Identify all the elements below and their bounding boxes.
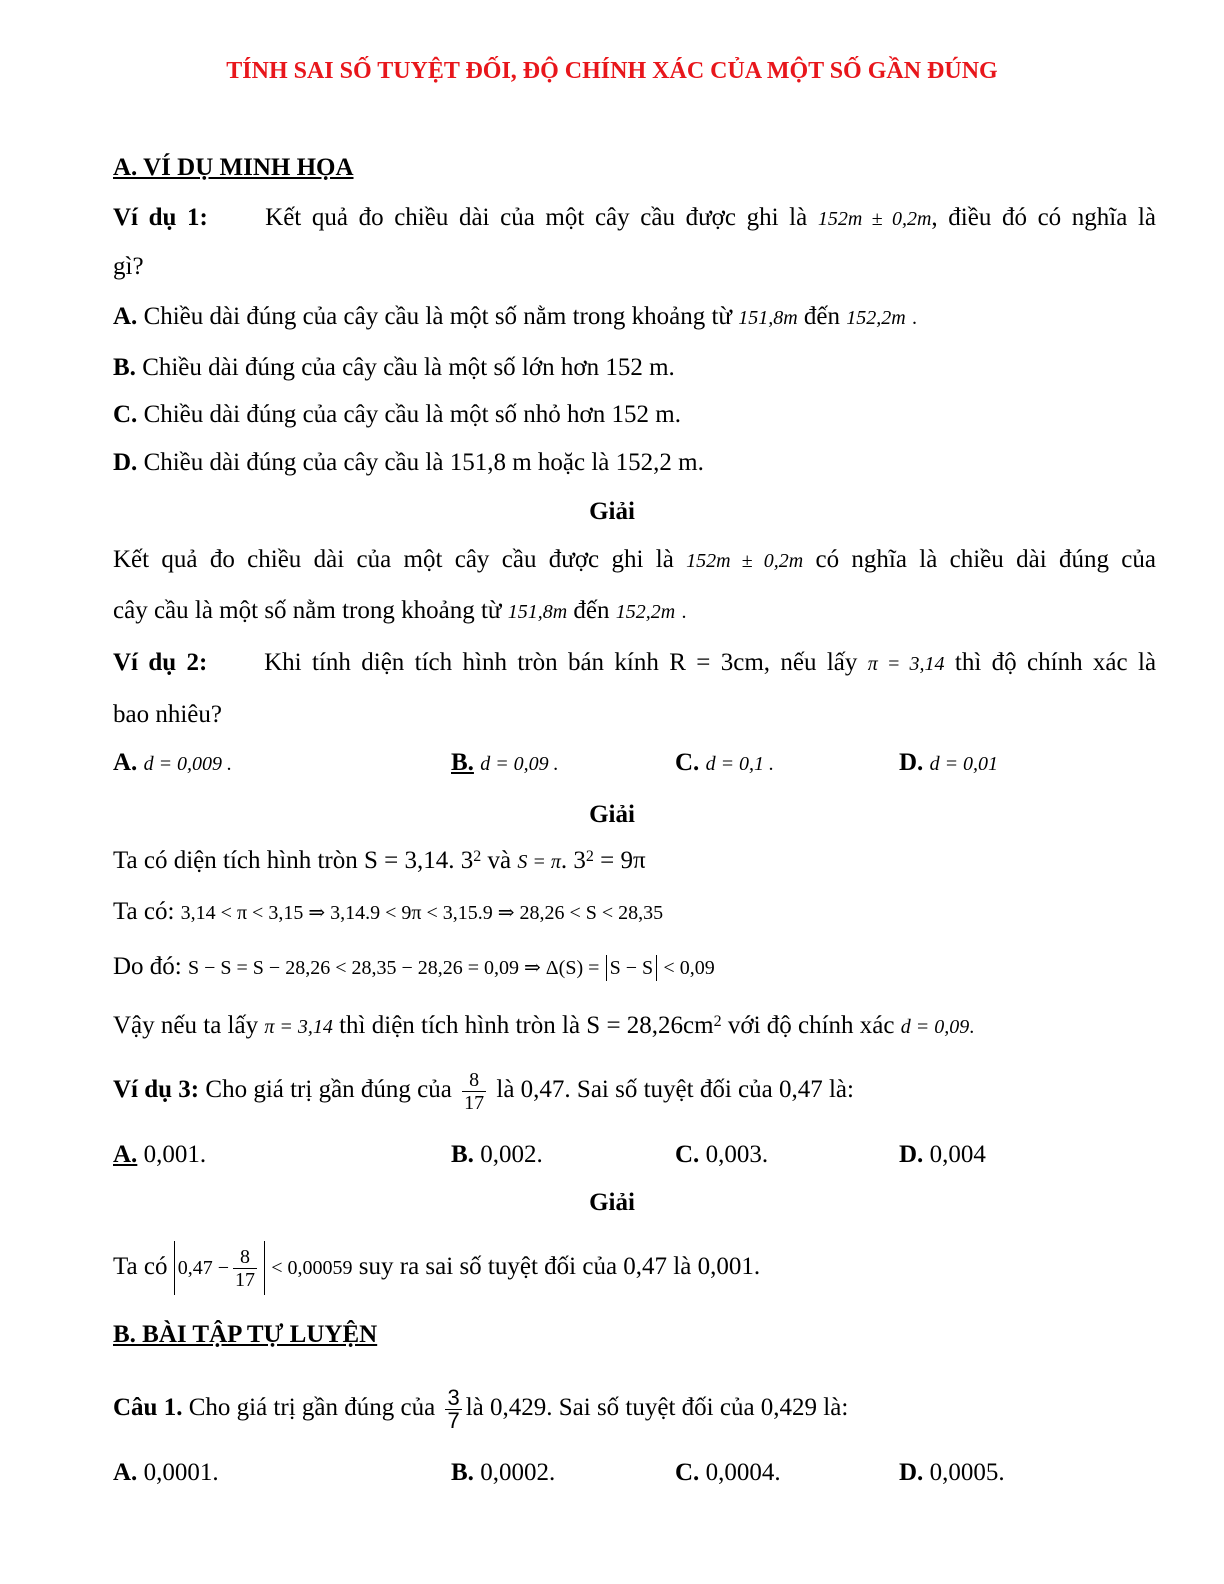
ex2-question-cont: bao nhiêu?	[113, 701, 222, 728]
q1-option-b: B. 0,0002.	[451, 1459, 556, 1486]
ex2-solution-line1: Ta có diện tích hình tròn S = 3,14. $3^2$ và S = π. $3^2 = 9\pi$	[113, 847, 646, 874]
ex1-option-b: B. Chiều dài đúng của cây cầu là một số lớn hơn 152 m.	[113, 354, 675, 381]
q1-label: Câu 1.	[113, 1394, 183, 1421]
ex1-solution-heading: Giải	[589, 498, 635, 525]
ex1-option-a: A. Chiều dài đúng của cây cầu là một số nằm trong khoảng từ 151,8m đến 152,2m .	[113, 303, 917, 330]
ex2-solution-line3: Do đó: S − S = S − 28,26 < 28,35 − 28,26 = 0,09 ⇒ Δ(S) = S − S < 0,09	[113, 953, 715, 980]
ex2-option-d: D. d = 0,01	[899, 749, 999, 776]
abs-value: S − S	[606, 955, 658, 981]
q1-option-c: C. 0,0004.	[675, 1459, 781, 1486]
ex1-solution-line1: Kết quả đo chiều dài của một cây cầu được ghi là 152m ± 0,2m có nghĩa là chiều dài đúng của	[113, 546, 1156, 573]
ex1-option-d: D. Chiều dài đúng của cây cầu là 151,8 m hoặc là 152,2 m.	[113, 449, 704, 476]
fraction: $\frac{8}{17}$	[464, 1068, 485, 1114]
ex1-solution-line2: cây cầu là một số nằm trong khoảng từ 151,8m đến 152,2m .	[113, 597, 687, 624]
ex1-question: Ví dụ 1: Kết quả đo chiều dài của một cây cầu được ghi là 152m ± 0,2m, điều đó có nghĩa là	[113, 204, 1157, 231]
q1-option-d: D. 0,0005.	[899, 1459, 1005, 1486]
ex3-option-d: D. 0,004	[899, 1141, 986, 1168]
ex1-label: Ví dụ 1:	[113, 204, 208, 231]
q1-question: Câu 1. Cho giá trị gần đúng của $\frac{3}{7}$ là 0,429. Sai số tuyệt đối của 0,429 là:	[113, 1384, 849, 1433]
ex3-label: Ví dụ 3:	[113, 1076, 200, 1103]
q1-option-a: A. 0,0001.	[113, 1459, 219, 1486]
section-a-heading: A. VÍ DỤ MINH HỌA	[113, 154, 354, 181]
ex1-question-cont: gì?	[113, 253, 144, 280]
fraction: $\frac{3}{7}$	[447, 1384, 460, 1433]
page-title: TÍNH SAI SỐ TUYỆT ĐỐI, ĐỘ CHÍNH XÁC CỦA MỘT SỐ GẦN ĐÚNG	[226, 58, 998, 84]
ex3-solution-heading: Giải	[589, 1189, 635, 1216]
ex3-question: Ví dụ 3: Cho giá trị gần đúng của $\frac{8}{17}$ là 0,47. Sai số tuyệt đối của 0,47 là:	[113, 1068, 854, 1114]
ex3-option-b: B. 0,002.	[451, 1141, 543, 1168]
ex3-solution-line1: Ta có 0,47 − $\frac{8}{17}$ < 0,00059 suy ra sai số tuyệt đối của 0,47 là 0,001.	[113, 1240, 1156, 1295]
ex2-option-c: C. d = 0,1 .	[675, 749, 775, 776]
ex2-solution-heading: Giải	[589, 801, 635, 828]
ex1-option-c: C. Chiều dài đúng của cây cầu là một số nhỏ hơn 152 m.	[113, 401, 681, 428]
abs-value: 0,47 − $\frac{8}{17}$	[174, 1241, 265, 1295]
ex3-option-a: A. 0,001.	[113, 1141, 207, 1168]
ex2-solution-line4: Vậy nếu ta lấy π = 3,14 thì diện tích hình tròn là $S = 28,26cm^2$ với độ chính xác d = 0,09.	[113, 1012, 975, 1039]
ex2-solution-line2: Ta có: 3,14 < π < 3,15 ⇒ 3,14.9 < 9π < 3,15.9 ⇒ 28,26 < S < 28,35	[113, 898, 664, 925]
ex2-question: Ví dụ 2: Khi tính diện tích hình tròn bán kính R = 3cm, nếu lấy π = 3,14 thì độ chính xác là	[113, 649, 1157, 676]
ex2-label: Ví dụ 2:	[113, 649, 208, 676]
ex2-option-b: B. d = 0,09 .	[451, 749, 559, 776]
ex2-option-a: A. d = 0,009 .	[113, 749, 233, 776]
section-b-heading: B. BÀI TẬP TỰ LUYỆN	[113, 1321, 378, 1348]
fraction: $\frac{8}{17}$	[235, 1245, 255, 1291]
ex3-option-c: C. 0,003.	[675, 1141, 769, 1168]
